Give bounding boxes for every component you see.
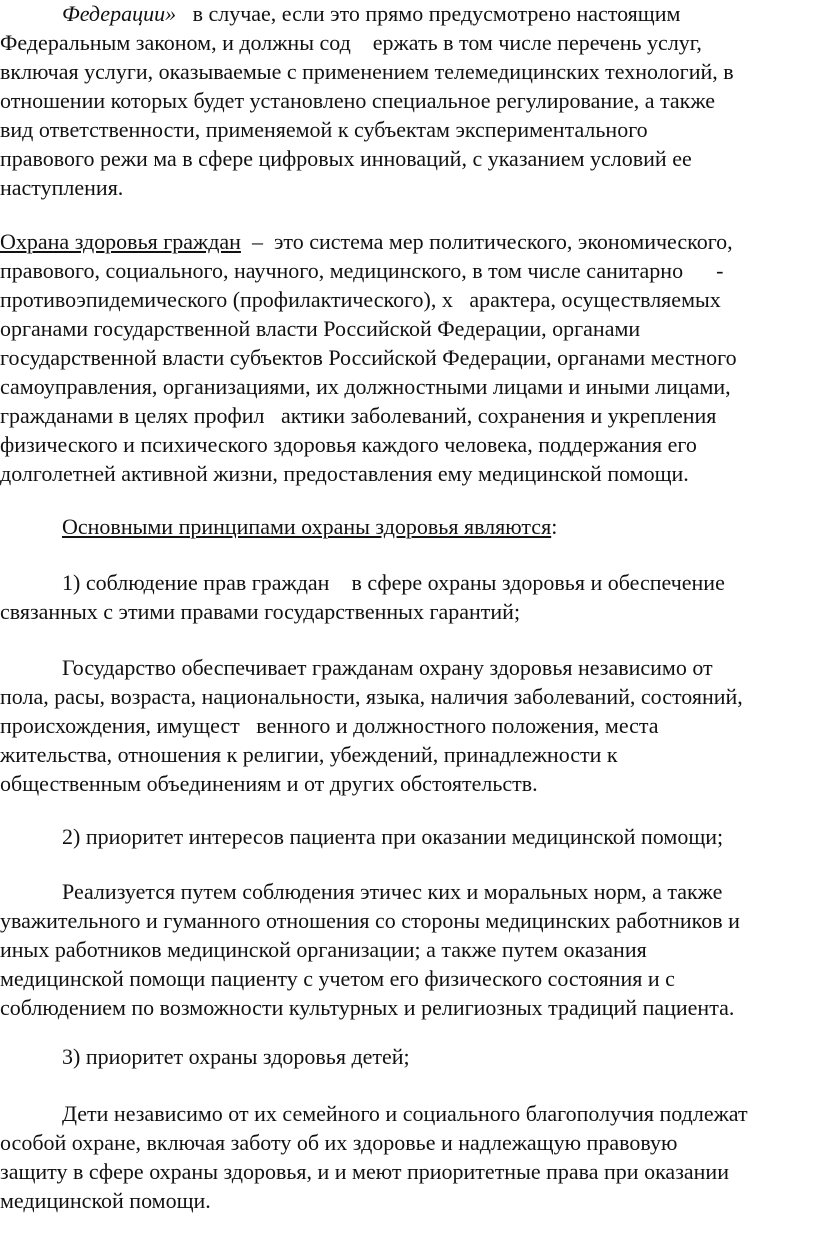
principle-3: 3) приоритет охраны здоровья детей; (62, 1044, 410, 1069)
paragraph-line: самоуправления, организациями, их должностными лицами и иными лицами, (0, 374, 731, 399)
heading-text: Основными принципами охраны здоровья являются (62, 514, 552, 539)
defined-term: Охрана здоровья граждан (0, 229, 241, 254)
paragraph-line: противоэпидемического (профилактического), х арактера, осуществляемых (0, 287, 721, 312)
paragraph-line: уважительного и гуманного отношения со стороны медицинских работников и (0, 908, 740, 933)
paragraph-line (62, 0, 680, 28)
paragraph-line: наступления. (0, 175, 124, 200)
heading-colon: : (551, 514, 558, 539)
paragraph-line: пола, расы, возраста, национальности, языка, наличия заболеваний, состояний, (0, 684, 743, 709)
paragraph-line: физического и психического здоровья каждого человека, поддержания его (0, 432, 697, 457)
paragraph-line: общественным объединениям и от других обстоятельств. (0, 771, 538, 796)
principle-2: 2) приоритет интересов пациента при оказании медицинской помощи; (62, 824, 724, 849)
definition-line (0, 227, 733, 256)
paragraph-line: гражданами в целях профил актики заболеваний, сохранения и укрепления (0, 403, 717, 428)
paragraph-line: происхождения, имущест венного и должностного положения, места (0, 713, 659, 738)
paragraph-line: государственной власти субъектов Российской Федерации, органами местного (0, 345, 737, 370)
paragraph-line: особой охране, включая заботу об их здоровье и надлежащую правовую (0, 1130, 678, 1155)
paragraph-line: правового, социального, научного, медицинского, в том числе санитарно - (0, 258, 724, 283)
line-text: – это система мер политического, экономического, (240, 229, 733, 254)
paragraph-line: долголетней активной жизни, предоставления ему медицинской помощи. (0, 461, 689, 486)
principles-heading (62, 512, 557, 541)
paragraph-line: Реализуется путем соблюдения этичес ких и моральных норм, а также (62, 879, 723, 904)
paragraph-line: вид ответственности, применяемой к субъектам экспериментального (0, 117, 648, 142)
paragraph-line: правового режи ма в сфере цифровых инноваций, с указанием условий ее (0, 146, 692, 171)
italic-lead-text: Федерации» (62, 1, 177, 26)
paragraph-line: отношении которых будет установлено специальное регулирование, а также (0, 88, 715, 113)
paragraph-line: Федеральным законом, и должны сод ержать в том числе перечень услуг, (0, 30, 702, 55)
paragraph-line: жительства, отношения к религии, убеждений, принадлежности к (0, 742, 618, 767)
paragraph-line: медицинской помощи пациенту с учетом его физического состояния и с (0, 966, 675, 991)
paragraph-line: иных работников медицинской организации; а также путем оказания (0, 937, 647, 962)
paragraph-line: защиту в сфере охраны здоровья, и и меют приоритетные права при оказании (0, 1159, 729, 1184)
paragraph-line: соблюдением по возможности культурных и религиозных традиций пациента. (0, 995, 735, 1020)
principle-1: 1) соблюдение прав граждан в сфере охраны здоровья и обеспечение (62, 570, 725, 595)
paragraph-line: Государство обеспечивает гражданам охрану здоровья независимо от (62, 655, 713, 680)
line-text: в случае, если это прямо предусмотрено настоящим (176, 1, 681, 26)
paragraph-line: Дети независимо от их семейного и социального благополучия подлежат (62, 1101, 748, 1126)
paragraph-line: медицинской помощи. (0, 1188, 211, 1213)
paragraph-line: органами государственной власти Российской Федерации, органами (0, 316, 641, 341)
paragraph-line: включая услуги, оказываемые с применением телемедицинских технологий, в (0, 59, 734, 84)
paragraph-line: связанных с этими правами государственных гарантий; (0, 599, 521, 624)
